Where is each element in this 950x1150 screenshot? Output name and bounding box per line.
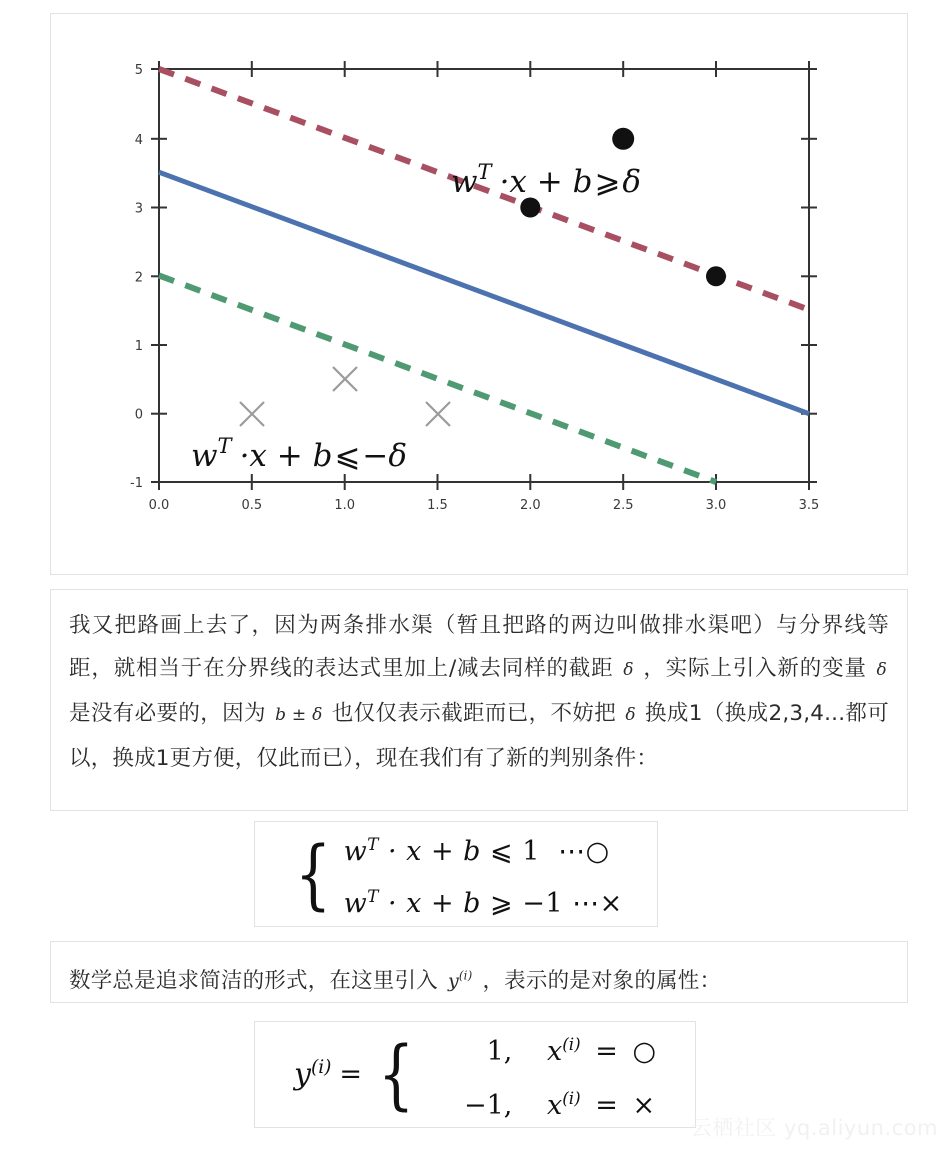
eq1-r1-operator: ⩽ [490,836,514,867]
svm-margin-chart-card [50,13,908,575]
eq2-y-base: y [293,1057,311,1092]
p1-delta-3: δ [625,705,636,725]
equation-1-row-1 [344,822,623,874]
eq1-r1-symbol-circle: ○ [585,836,610,867]
eq2-r2-symbol-cross: × [632,1089,656,1121]
p2-segment-2: ，表示的是对象的属性： [482,968,722,994]
paragraph-block-1 [50,589,908,811]
data-point-circle [612,128,634,150]
eq1-r1-dots: ⋯ [558,836,586,867]
upper-label-operator: ⩾ [594,164,621,200]
eq1-r2-dots: ⋯ [572,888,600,919]
lower-label-rest: ·x + b [239,438,333,474]
p1-segment-5: 换成1（换成2,3,4...都可以，换成1更方便，仅此而已），现在我们有了新的判别条件： [69,701,889,771]
eq1-r2-symbol-cross: × [599,888,623,919]
paragraph-2-text [69,955,889,1003]
x-tick-label: 1.5 [427,498,448,513]
p1-b-plus-minus-delta: b ± δ [275,705,323,725]
eq2-r1-symbol-circle: ○ [632,1035,657,1067]
eq2-r1-x-base: x [546,1035,563,1067]
x-tick-label: 3.0 [705,498,727,513]
equation-block-1 [254,821,658,927]
upper-label-rest: ·x + b [499,164,593,200]
p2-y-base: y [447,970,459,993]
x-tick-label: 0.5 [241,498,263,513]
equation-1-rows [344,822,623,926]
site-watermark: 云栖社区 yq.aliyun.com [690,1116,938,1140]
eq2-y-superscript: (i) [310,1057,332,1078]
equation-block-2 [254,1021,696,1128]
eq2-r2-equals: = [595,1089,618,1121]
eq1-r1-mid: · x + b [387,836,481,867]
p1-segment-3: 是没有必要的，因为 [69,701,266,726]
eq2-r1-x-superscript: (i) [562,1033,581,1054]
svm-margin-chart [51,14,907,574]
y-tick-label: 2 [134,270,143,286]
x-tick-label: 0.0 [148,498,170,513]
equation-2-brace: { [378,1029,415,1119]
p1-delta-2: δ [876,660,887,680]
upper-label-delta: δ [622,164,642,200]
paragraph-block-2 [50,941,908,1003]
p1-delta-1: δ [623,660,634,680]
y-tick-label: 1 [134,339,143,354]
p2-segment-1: 数学总是追求简洁的形式，在这里引入 [69,968,438,994]
upper-label-exponent: T [477,160,492,184]
eq1-r2-w: w [343,888,368,919]
equation-2-lhs [294,1057,331,1092]
y-tick-label: 5 [134,63,143,78]
lower-label-delta: −δ [362,438,408,474]
lower-label-w: w [191,438,218,474]
eq1-r1-w: w [343,836,368,867]
eq2-r1-value: 1, [486,1035,513,1067]
eq1-r2-exponent: T [367,886,379,906]
equation-1-row-2 [344,874,623,926]
lower-label-exponent: T [217,434,232,458]
eq1-r2-operator: ⩾ [490,888,514,919]
eq2-r1-variable [521,1021,581,1075]
eq1-r2-mid: · x + b [387,888,481,919]
y-tick-label: 3 [134,201,143,217]
eq2-r2-value: −1, [464,1089,513,1121]
p1-segment-2: ，实际上引入新的变量 [643,656,867,681]
chart-background [51,14,907,574]
x-tick-label: 1.0 [334,498,356,513]
y-tick-label: -1 [130,476,143,491]
x-tick-label: 3.5 [798,498,820,513]
upper-label-w: w [451,164,478,200]
y-tick-label: 4 [134,133,143,148]
p1-segment-4: 也仅仅表示截距而已，不妨把 [331,701,617,726]
eq1-r2-rhs: −1 [522,888,564,919]
p2-y-symbol [445,970,475,992]
data-point-circle [706,266,726,286]
p1-segment-1: 我又把路画上去了，因为两条排水渠（暂且把路的两边叫做排水渠吧）与分界线等距，就相当于在分界线的表达式里加上/减去同样的截距 [69,613,889,681]
eq2-r1-equals: = [595,1035,618,1067]
equation-2-row-1 [426,1021,656,1075]
equation-1-brace: { [295,828,332,918]
y-tick-label: 0 [134,407,143,423]
eq1-r1-exponent: T [367,834,379,854]
data-point-circle [520,198,540,218]
p2-y-superscript: (i) [458,969,473,983]
lower-label-operator: ⩽ [334,438,361,474]
eq2-r2-x-base: x [546,1089,563,1121]
x-tick-label: 2.5 [612,498,634,513]
equation-2-equals: = [339,1059,363,1090]
paragraph-1-text [69,604,889,780]
eq2-r2-x-superscript: (i) [562,1087,581,1108]
equation-2-row-2 [426,1075,656,1129]
eq1-r1-rhs: 1 [522,836,540,867]
eq2-r2-variable [521,1075,581,1129]
equation-2-rows [426,1021,656,1129]
x-tick-label: 2.0 [519,498,541,513]
equation-1 [289,822,623,926]
equation-2 [294,1021,656,1129]
